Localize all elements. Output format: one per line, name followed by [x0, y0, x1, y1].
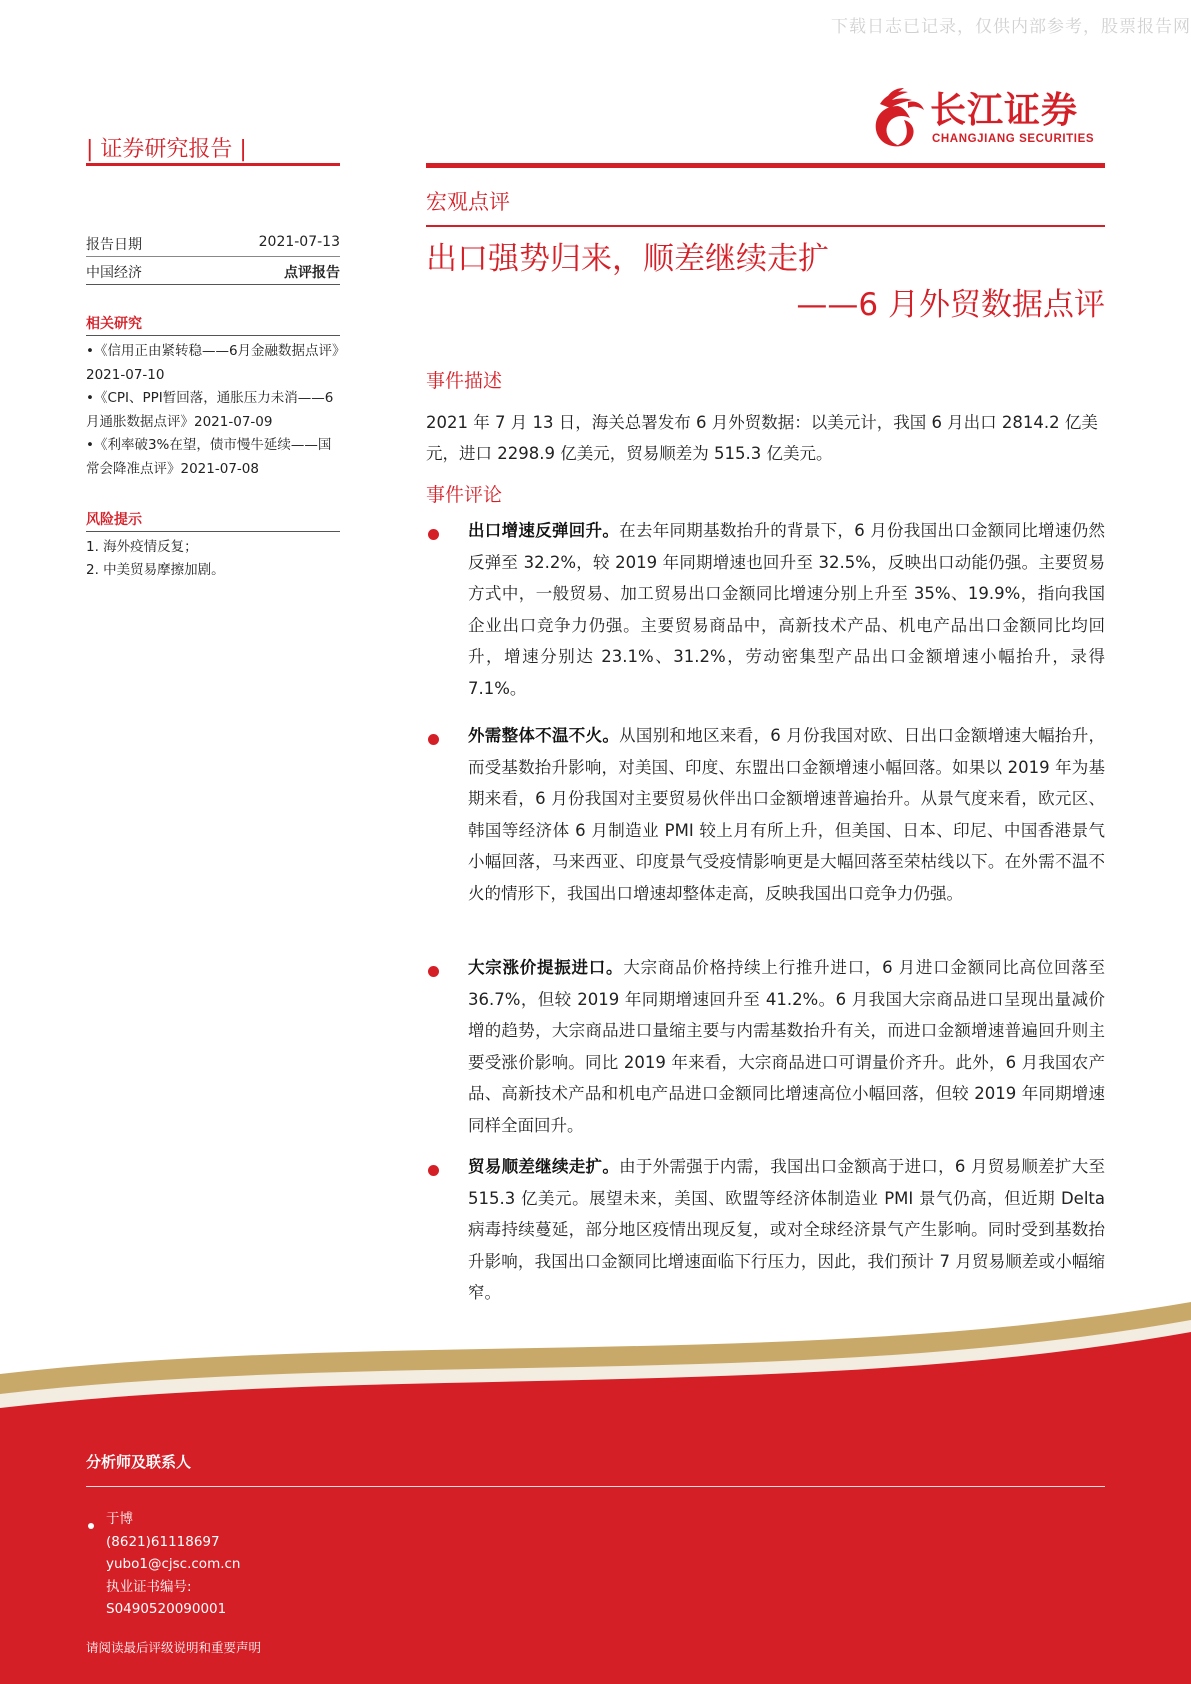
bullet-head: 出口增速反弹回升。	[468, 521, 620, 540]
bullet-dot-icon	[428, 1165, 439, 1176]
report-subtitle: ——6 月外贸数据点评	[796, 287, 1105, 323]
bullet-dot-icon	[428, 966, 439, 977]
watermark: 下载日志已记录，仅供内部参考，股票报告网	[831, 17, 1191, 37]
analyst-bullet-icon	[88, 1523, 94, 1529]
comment-heading: 事件评论	[426, 484, 503, 506]
related-research-list	[86, 340, 340, 481]
event-description: 2021 年 7 月 13 日，海关总署发布 6 月外贸数据：以美元计，我国 6 月出口 2814.2 亿美元，进口 2298.9 亿美元，贸易顺差为 515.3 亿美元。	[426, 413, 1098, 463]
disclaimer-note: 请阅读最后评级说明和重要声明	[86, 1640, 262, 1655]
meta-divider	[86, 284, 340, 285]
related-research-heading: 相关研究	[86, 316, 142, 332]
risk-list	[86, 536, 340, 582]
bullet-dot-icon	[428, 529, 439, 540]
bullet-head: 贸易顺差继续走扩。	[468, 1157, 620, 1176]
related-research-divider	[86, 335, 340, 336]
report-date-value: 2021-07-13	[258, 234, 340, 250]
analyst-email[interactable]: yubo1@cjsc.com.cn	[106, 1556, 241, 1572]
risk-divider	[86, 531, 340, 532]
analyst-divider	[86, 1486, 1105, 1487]
analyst-phone: (8621)61118697	[106, 1533, 220, 1550]
bullet-body: 由于外需强于内需，我国出口金额高于进口，6 月贸易顺差扩大至 515.3 亿美元。展望未来，美国、欧盟等经济体制造业 PMI 景气仍高，但近期 Delta 病毒持续蔓延，部分地区疫情出现反复，或对全球经济景气产生影响。同时受到基数抬升影响，我国出口金额同比增速面临下行压力，因此，我们预计 7 月贸易顺差或小幅缩窄。	[468, 1157, 1106, 1302]
meta-divider	[86, 256, 340, 257]
report-title: 出口强势归来，顺差继续走扩	[426, 241, 829, 277]
report-kind-value: 点评报告	[284, 265, 340, 281]
bullet-head: 大宗涨价提振进口。	[468, 958, 624, 977]
logo-emblem-icon	[868, 86, 928, 150]
report-type-label: | 证券研究报告 |	[86, 137, 247, 162]
header-red-bar	[426, 163, 1105, 168]
footer-background	[0, 1290, 1191, 1684]
risk-heading: 风险提示	[86, 512, 142, 528]
bullet-body: 大宗商品价格持续上行推升进口，6 月进口金额同比高位回落至 36.7%，但较 2019 年同期增速回升至 41.2%。6 月我国大宗商品进口呈现出量减价增的趋势，大宗商品进口量缩主要与内需基数抬升有关，而进口金额增速普遍回升则主要受涨价影响。同比 2019 年来看，大宗商品进口可谓量价齐升。此外，6 月我国农产品、高新技术产品和机电产品进口金额同比增速高位小幅回落，但较 2019 年同期增速同样全面回升。	[468, 958, 1105, 1135]
bullet-body: 从国别和地区来看，6 月份我国对欧、日出口金额增速大幅抬升，而受基数抬升影响，对美国、印度、东盟出口金额增速小幅回落。如果以 2019 年为基期来看，6 月份我国对主要贸易伙伴出口金额增速普遍抬升。从景气度来看，欧元区、韩国等经济体 6 月制造业 PMI 较上月有所上升，但美国、日本、印尼、中国香港景气小幅回落，马来西亚、印度景气受疫情影响更是大幅回落至荣枯线以下。在外需不温不火的情形下，我国出口增速却整体走高，反映我国出口竞争力仍强。	[468, 726, 1106, 903]
risk-item: 1. 海外疫情反复；	[86, 539, 198, 555]
related-research-item[interactable]: •《信用正由紧转稳——6月金融数据点评》2021-07-10	[86, 343, 339, 383]
company-logo	[868, 86, 1106, 150]
analyst-cert-number: S0490520090001	[106, 1601, 227, 1617]
report-category: 宏观点评	[426, 190, 510, 214]
logo-text-en: CHANGJIANG SECURITIES	[932, 133, 1095, 145]
analyst-name: 于博	[106, 1511, 133, 1527]
report-type-divider	[86, 163, 340, 166]
related-research-item[interactable]: •《CPI、PPI暂回落，通胀压力未消——6月通胀数据点评》2021-07-09	[86, 390, 334, 430]
sector-label: 中国经济	[86, 265, 142, 281]
analyst-cert-label: 执业证书编号:	[106, 1578, 192, 1595]
related-research-item[interactable]: •《利率破3%在望，债市慢牛延续——国常会降准点评》2021-07-08	[86, 437, 332, 477]
bullet-body: 在去年同期基数抬升的背景下，6 月份我国出口金额同比增速仍然反弹至 32.2%，较 2019 年同期增速也回升至 32.5%，反映出口动能仍强。主要贸易方式中，一般贸易、加工贸易出口金额同比增速分别上升至 35%、19.9%，指向我国企业出口竞争力仍强。主要贸易商品中，高新技术产品、机电产品出口金额同比均回升，增速分别达 23.1%、31.2%，劳动密集型产品出口金额增速小幅抬升，录得 7.1%。	[468, 521, 1106, 698]
report-date-label: 报告日期	[86, 237, 142, 253]
logo-text-cn: 长江证券	[930, 90, 1079, 131]
category-divider	[426, 225, 1105, 227]
analyst-heading: 分析师及联系人	[86, 1453, 192, 1471]
risk-item: 2. 中美贸易摩擦加剧。	[86, 562, 225, 578]
event-heading: 事件描述	[426, 370, 503, 392]
analyst-contact	[106, 1508, 241, 1621]
bullet-head: 外需整体不温不火。	[468, 726, 620, 745]
bullet-dot-icon	[428, 734, 439, 745]
